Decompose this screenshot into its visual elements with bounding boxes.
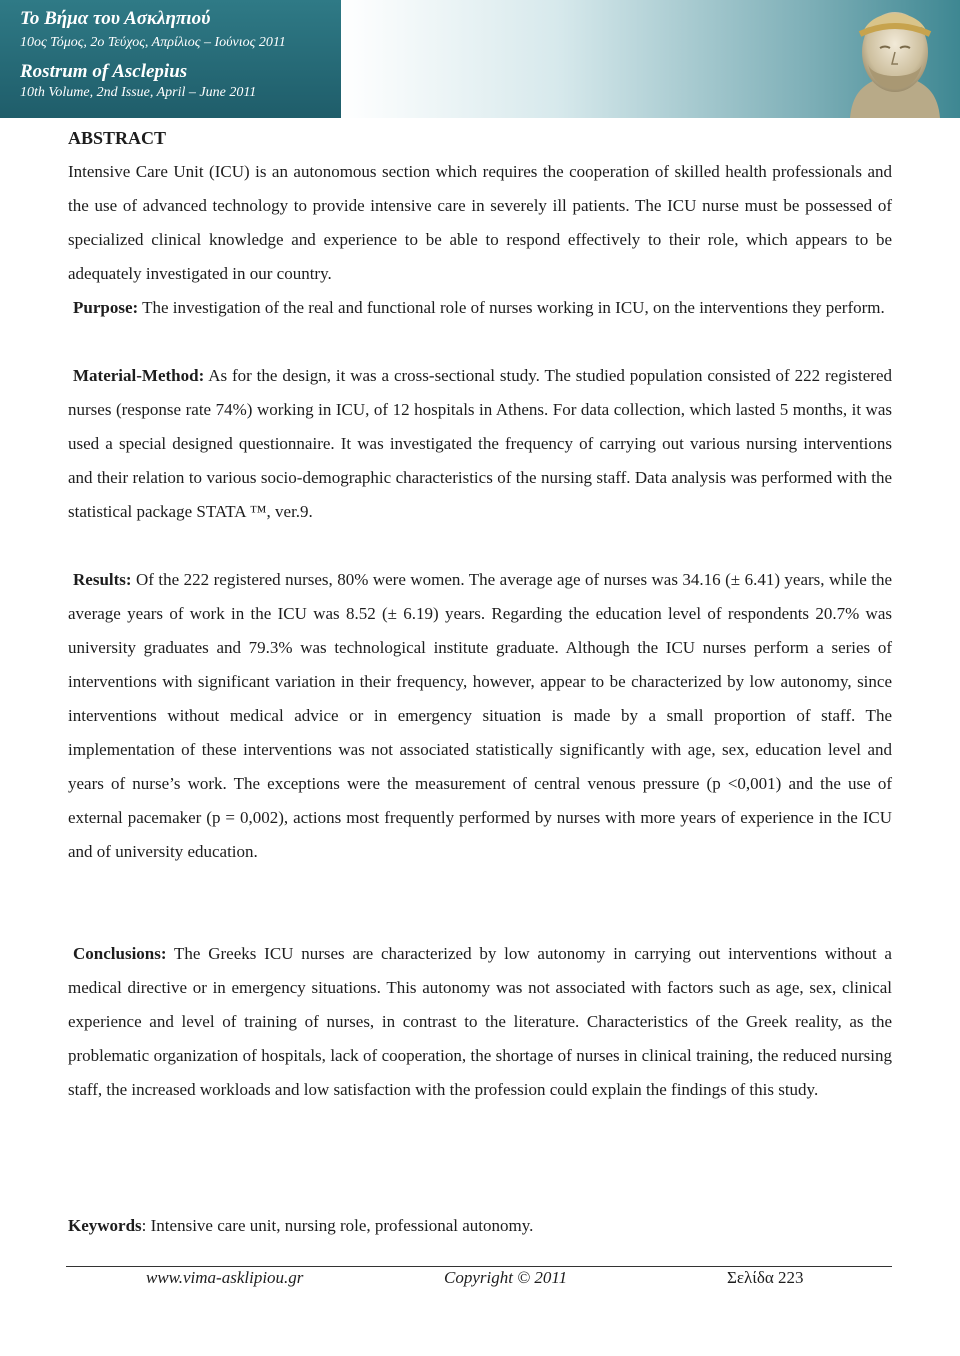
abstract-intro: Intensive Care Unit (ICU) is an autonomous section which requires the cooperation of skilled health professionals and the use of advanced technology to provide intensive care in severely ill patients. The ICU nurse must be possessed of specialized clinical knowledge and experience to be able to respond effectively to their role, which appears to be adequately investigated in our country.	[68, 162, 892, 283]
purpose-text: The investigation of the real and functional role of nurses working in ICU, on the interventions they perform.	[142, 298, 885, 317]
footer-website-link[interactable]: www.vima-asklipiou.gr	[146, 1268, 304, 1287]
abstract-keywords	[68, 1209, 892, 1243]
journal-title-greek: Το Βήμα του Ασκληπιού	[20, 8, 211, 29]
abstract-purpose	[68, 291, 892, 325]
asclepius-bust-icon	[830, 0, 960, 118]
method-text: As for the design, it was a cross-sectional study. The studied population consisted of 222 registered nurses (response rate 74%) working in ICU, of 12 hospitals in Athens. For data collection, which lasted 5 months, it was used a special designed questionnaire. It was investigated the frequency of carrying out various nursing interventions and their relation to various socio-demographic characteristics of the nursing staff. Data analysis was performed with the statistical package STATA ™, ver.9.	[68, 366, 892, 521]
abstract-results	[68, 563, 892, 869]
issue-info-greek: 10ος Τόμος, 2ο Τεύχος, Απρίλιος – Ιούνιος 2011	[20, 35, 286, 50]
conclusions-label: Conclusions:	[73, 944, 167, 963]
issue-info-english: 10th Volume, 2nd Issue, April – June 2011	[20, 85, 257, 100]
journal-header	[0, 0, 960, 118]
footer-page-number: Σελίδα 223	[727, 1268, 804, 1287]
method-label: Material-Method:	[73, 366, 205, 385]
abstract-conclusions	[68, 937, 892, 1107]
journal-title-english: Rostrum of Asclepius	[20, 61, 188, 82]
keywords-label: Keywords	[68, 1216, 142, 1235]
abstract-heading: ABSTRACT	[68, 128, 167, 148]
results-label: Results:	[73, 570, 132, 589]
results-text: Of the 222 registered nurses, 80% were women. The average age of nurses was 34.16 (± 6.41) years, while the average years of work in the ICU was 8.52 (± 6.19) years. Regarding the education level of respondents 20.7% was university graduates and 79.3% was technological institute graduate. Although the ICU nurses perform a series of interventions with significant variation in their frequency, however, appear to be characterized by low autonomy, since interventions without medical advice or in emergency situation is made by a small proportion of staff. The implementation of these interventions was not associated statistically significantly with age, sex, education level and years of nurse’s work. The exceptions were the measurement of central venous pressure (p <0,001) and the use of external pacemaker (p = 0,002), actions most frequently performed by nurses with more years of experience in the ICU and of university education.	[68, 570, 893, 861]
conclusions-text: The Greeks ICU nurses are characterized by low autonomy in carrying out interventions without a medical directive or in emergency situations. This autonomy was not associated with factors such as age, sex, clinical experience and level of training of nurses, in contrast to the literature. Characteristics of the Greek reality, as the problematic organization of hospitals, lack of cooperation, the shortage of nurses in clinical training, the reduced nursing staff, the increased workloads and low satisfaction with the profession could explain the findings of this study.	[68, 944, 892, 1099]
keywords-text: : Intensive care unit, nursing role, professional autonomy.	[141, 1216, 534, 1235]
abstract-method	[68, 359, 892, 529]
journal-title-panel	[0, 0, 341, 118]
footer-copyright: Copyright © 2011	[444, 1268, 568, 1287]
footer-divider	[66, 1266, 892, 1267]
purpose-label: Purpose:	[73, 298, 139, 317]
